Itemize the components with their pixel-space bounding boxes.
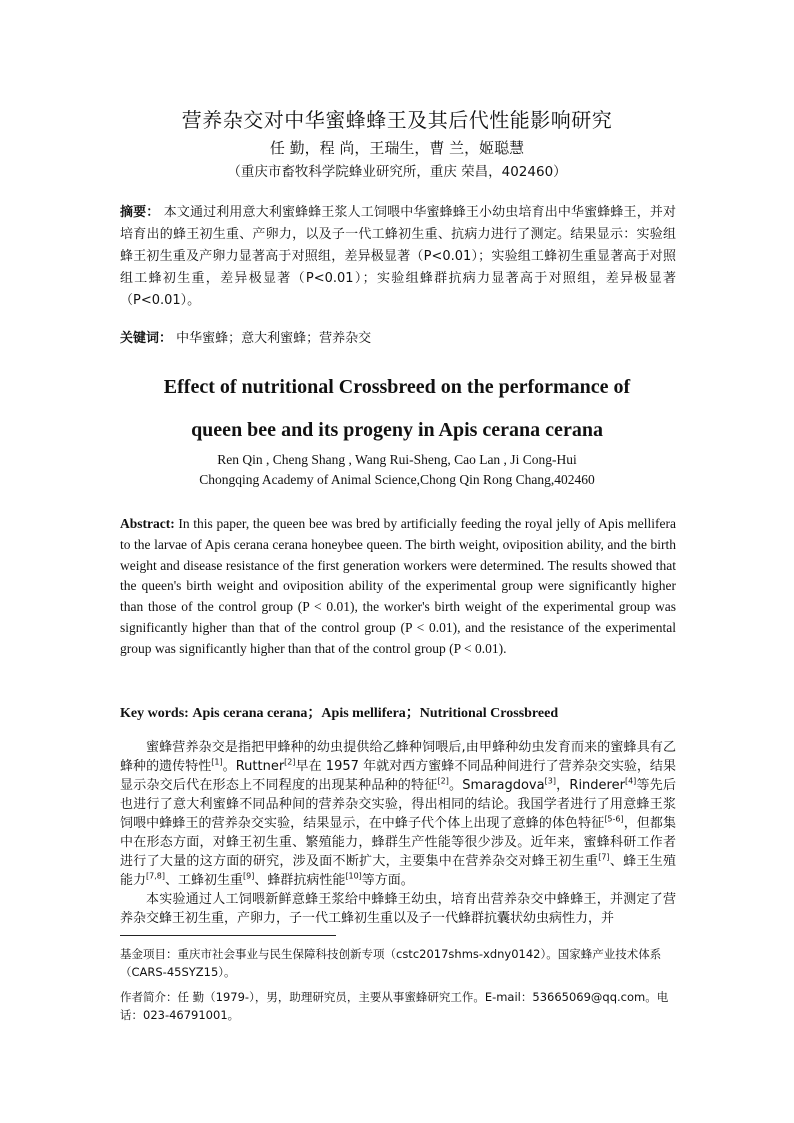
footnote-funding: 基金项目：重庆市社会事业与民生保障科技创新专项（cstc2017shms-xdny0142）。国家蜂产业技术体系（CARS-45SYZ15）。	[120, 947, 662, 979]
english-abstract	[120, 514, 676, 660]
body-text-segment: 、工蜂初生重	[164, 873, 243, 888]
citation: [2]	[437, 776, 449, 786]
body-text-segment: 、蜂群抗病性能	[254, 873, 346, 888]
citation: [4]	[624, 776, 637, 786]
english-title-line-1: Effect of nutritional Crossbreed on the performance of	[163, 376, 631, 398]
body-text-segment: 等方面。	[361, 873, 414, 888]
body-text-segment: 早在 1957 年就对西方蜜蜂不同品种间进行了营养杂交实验，结果显示杂交后代在形态上不同程度的出现某种品种的特征	[120, 759, 676, 793]
english-abstract-text: In this paper, the queen bee was bred by artificially feeding the royal jelly of Apis mellifera to the larvae of Apis cerana cerana honeybee queen. The birth weight, oviposition ability, and the birth weight and disease resistance of the first generation workers were determined. The results showed that the queen's birth weight and oviposition ability of the experimental group were significantly higher than those of the control group (P < 0.01), the worker's birth weight of the experimental group was significantly higher than that of the control group (P < 0.01), and the resistance of the experimental group was significantly higher than that of the control group (P < 0.01).	[120, 516, 676, 656]
body-text-segment: 蜜蜂营养杂交是指把甲蜂种的幼虫提供给乙蜂种饲喂后,由甲蜂种幼虫发育而来的蜜蜂具有乙蜂种的遗传特性	[120, 740, 676, 774]
chinese-abstract	[120, 202, 676, 312]
chinese-title: 营养杂交对中华蜜蜂蜂王及其后代性能影响研究	[181, 108, 613, 132]
chinese-authors: 任 勤，程 尚，王瑞生，曹 兰，姬聪慧	[269, 139, 525, 157]
body-text-segment: 。Smaragdova	[448, 778, 545, 793]
english-keywords-label: Key words:	[120, 706, 189, 721]
body-paragraph-1	[120, 738, 676, 890]
chinese-keywords-label: 关键词：	[120, 331, 173, 346]
footnote-divider	[120, 935, 336, 936]
body-paragraph-2: 本实验通过人工饲喂新鲜意蜂王浆给中蜂蜂王幼虫，培育出营养杂交中蜂蜂王，并测定了营养杂交蜂王初生重，产卵力，子一代工蜂初生重以及子一代蜂群抗囊状幼虫病性力，并	[120, 892, 676, 926]
english-title-line-2: queen bee and its progeny in Apis cerana cerana	[191, 419, 603, 441]
citation: [7,8]	[146, 871, 165, 881]
body-text-segment: 、蜂王生殖能力	[120, 854, 676, 888]
body-text	[120, 738, 676, 928]
body-text-segment: ，但都集中在形态方面，对蜂王初生重、繁殖能力，蜂群生产性能等很少涉及。近年来，蜜蜂科研工作者进行了大量的这方面的研究，涉及面不断扩大，主要集中在营养杂交对蜂王初生重	[120, 816, 676, 869]
chinese-abstract-text: 本文通过利用意大利蜜蜂蜂王浆人工饲喂中华蜜蜂蜂王小幼虫培育出中华蜜蜂蜂王，并对培育出的蜂王初生重、产卵力，以及子一代工蜂初生重、抗病力进行了测定。结果显示：实验组蜂王初生重及产卵力显著高于对照组，差异极显著（P<0.01）；实验组工蜂初生重显著高于对照组工蜂初生重，差异极显著（P<0.01）；实验组蜂群抗病力显著高于对照组，差异极显著（P<0.01）。	[120, 205, 676, 308]
english-abstract-label: Abstract:	[120, 516, 175, 531]
citation: [7]	[598, 852, 610, 862]
citation: [3]	[544, 776, 556, 786]
citation: [1]	[211, 757, 223, 767]
chinese-keywords-text: 中华蜜蜂；意大利蜜蜂；营养杂交	[176, 331, 372, 346]
english-authors: Ren Qin , Cheng Shang , Wang Rui-Sheng, Cao Lan , Ji Cong-Hui	[217, 452, 577, 467]
citation: [9]	[243, 871, 255, 881]
body-text-segment: 。Ruttner	[222, 759, 285, 774]
citation: [2]	[284, 757, 296, 767]
chinese-keywords	[120, 327, 371, 346]
citation: [5-6]	[604, 814, 624, 824]
english-affiliation: Chongqing Academy of Animal Science,Chong Qin Rong Chang,402460	[199, 472, 595, 487]
chinese-affiliation: （重庆市畜牧科学院蜂业研究所，重庆 荣昌，402460）	[227, 164, 567, 180]
english-keywords-text: Apis cerana cerana；Apis mellifera；Nutritional Crossbreed	[192, 706, 559, 721]
citation: [10]	[345, 871, 362, 881]
body-text-segment: ，Rinderer	[555, 778, 625, 793]
footnote-author-bio: 作者简介：任 勤（1979-），男，助理研究员，主要从事蜜蜂研究工作。E-mail：53665069@qq.com。电话：023-46791001。	[120, 990, 669, 1022]
english-keywords	[120, 702, 558, 722]
body-text-segment: 等先后也进行了意大利蜜蜂不同品种间的营养杂交实验，得出相同的结论。我国学者进行了用意蜂王浆饲喂中蜂蜂王的营养杂交实验，结果显示，在中蜂子代个体上出现了意蜂的体色特征	[120, 778, 676, 831]
chinese-abstract-label: 摘要：	[120, 205, 160, 220]
